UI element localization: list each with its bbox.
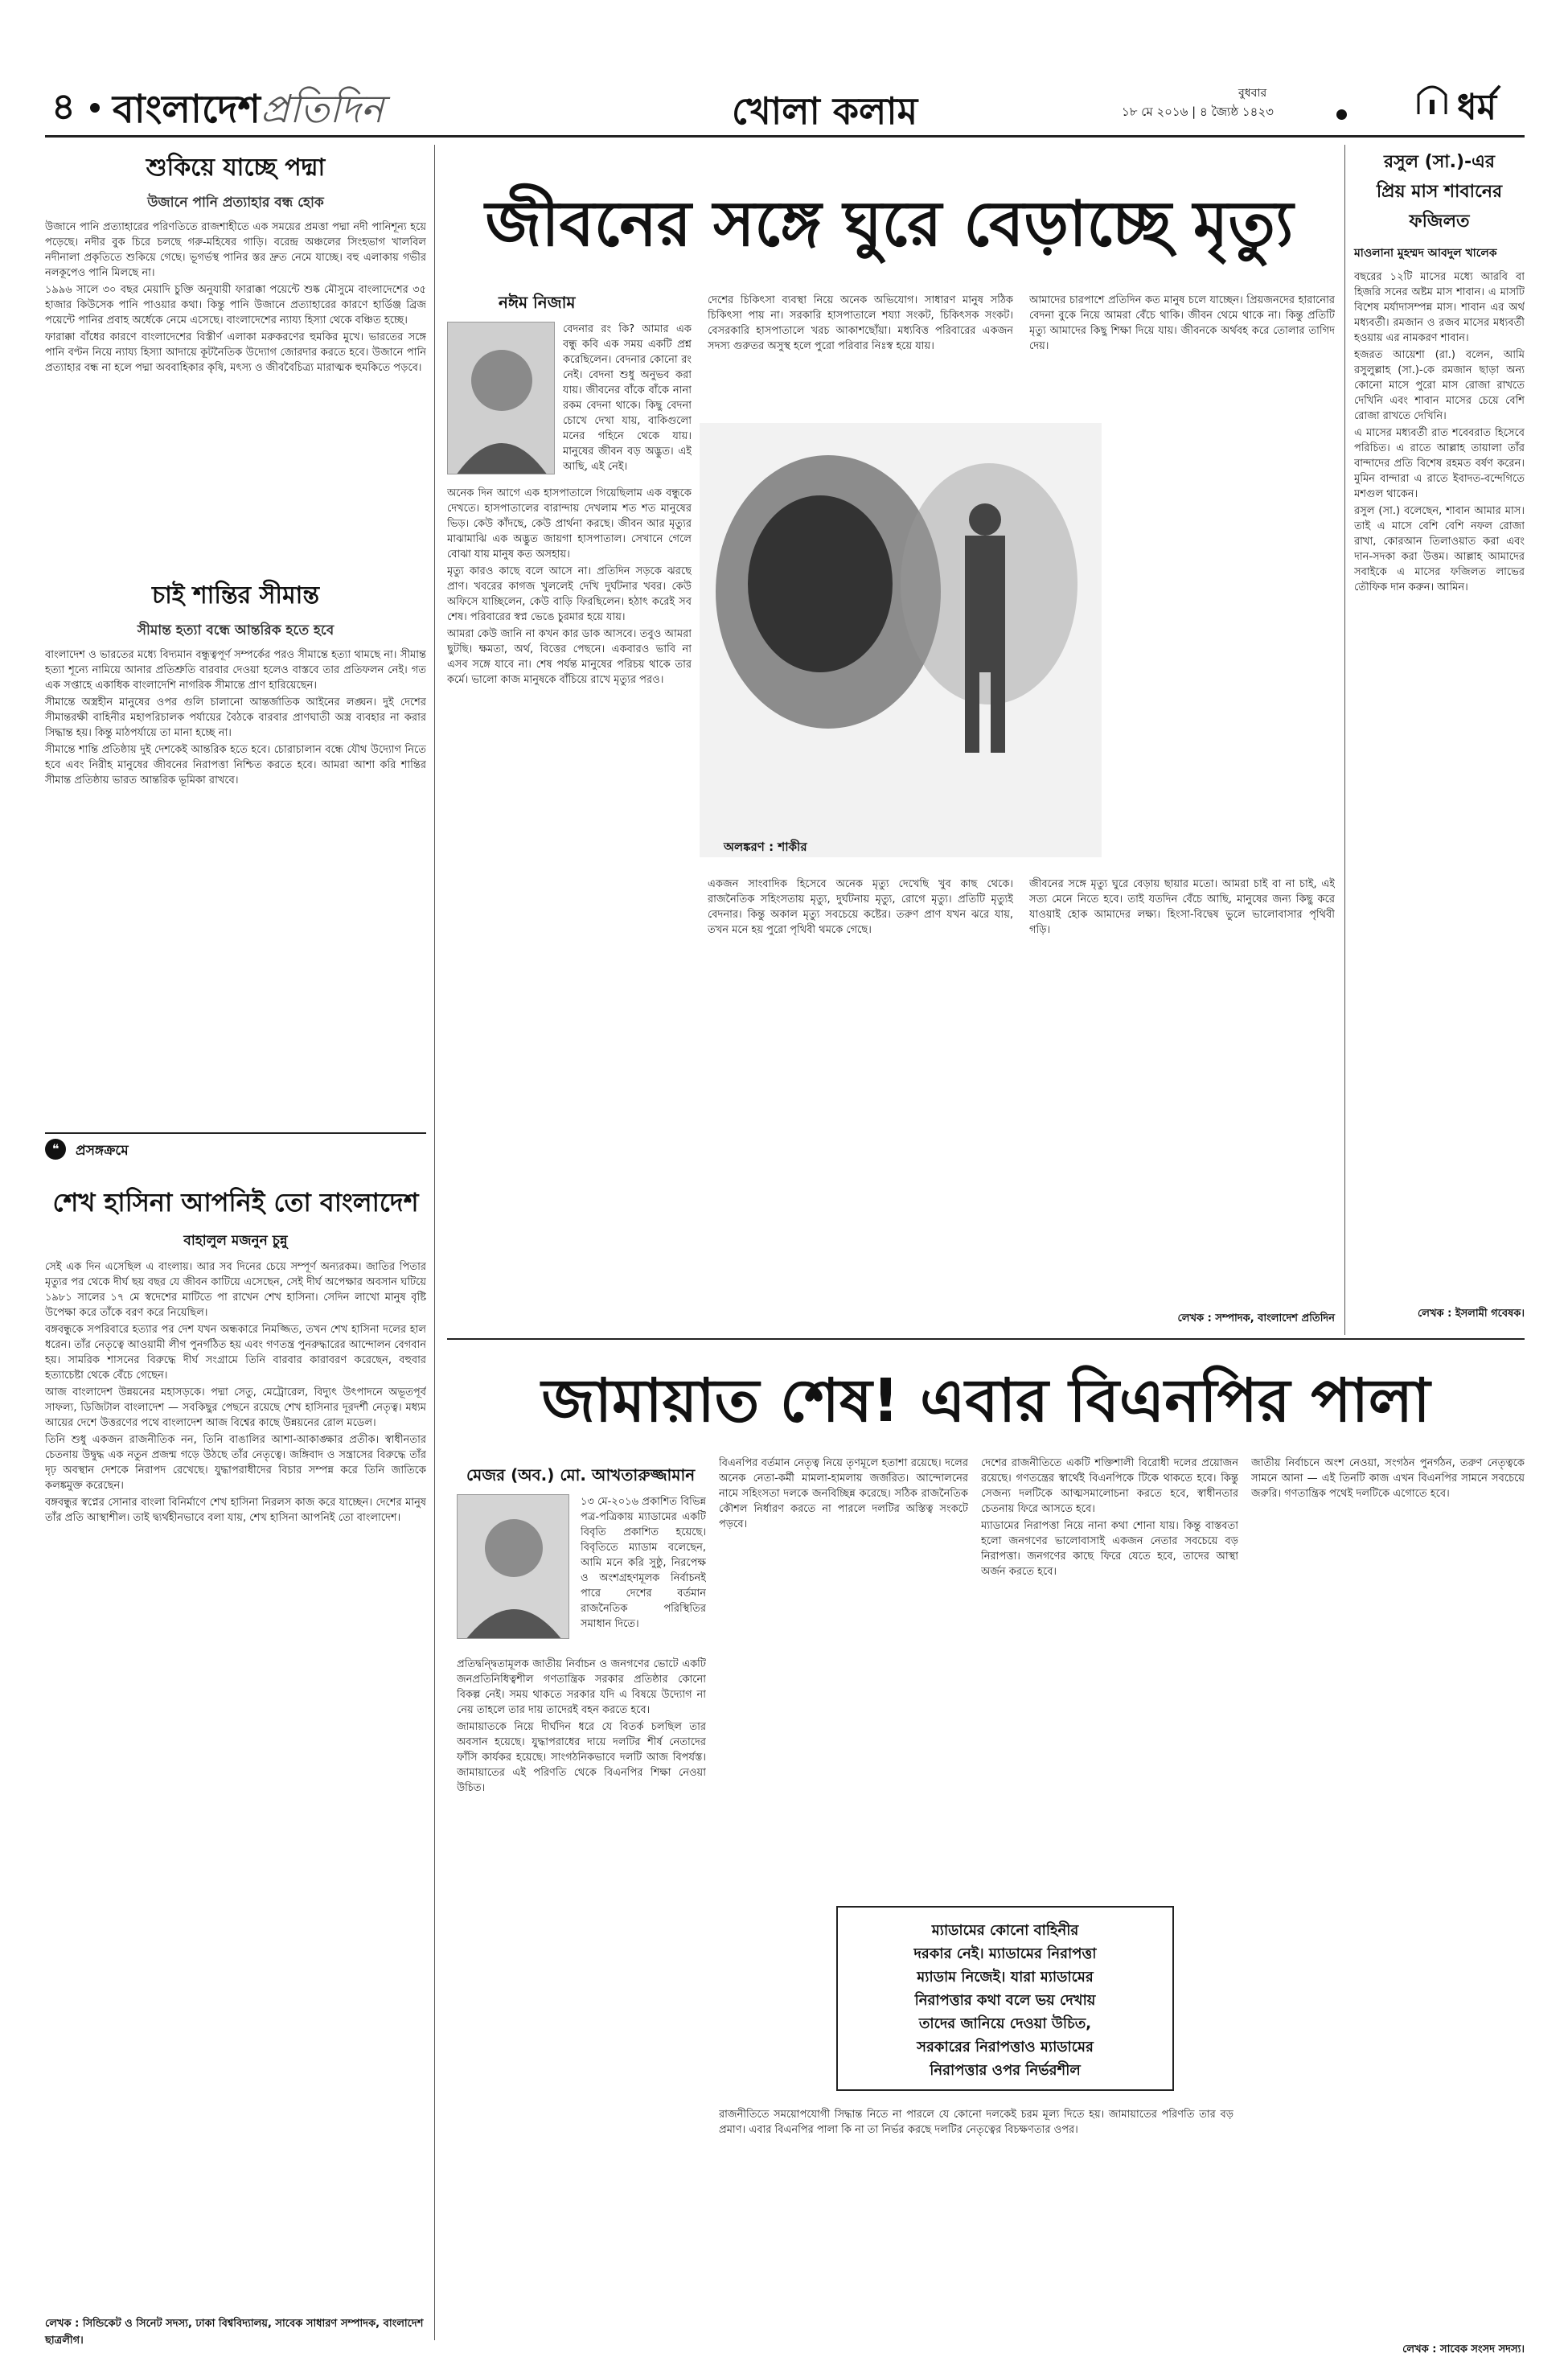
- jamaat-author: মেজর (অব.) মো. আখতারুজ্জামান: [466, 1465, 696, 1485]
- section-title: খোলা কলাম: [732, 89, 918, 133]
- quote-line: নিরাপত্তার ওপর নির্ভরশীল: [930, 2062, 1081, 2079]
- paragraph: তিনি শুধু একজন রাজনীতিক নন, তিনি বাঙালির আশা-আকাঙ্ক্ষার প্রতীক। স্বাধীনতার চেতনায় উদ্বুদ্ধ এক নতুন প্রজন্ম গড়ে উঠছে তাঁর নেতৃত্বে। জঙ্গিবাদ ও সন্ত্রাসের বিরুদ্ধে তাঁর দৃঢ় অবস্থান দেশকে নিরাপদ রেখেছে। যুদ্ধাপরাধীদের বিচার সম্পন্ন করে তিনি জাতিকে কলঙ্কমুক্ত করেছেন।: [45, 1434, 426, 1492]
- paragraph: অনেক দিন আগে এক হাসপাতালে গিয়েছিলাম এক বন্ধুকে দেখতে। হাসপাতালের বারান্দায় দেখলাম শত শত মানুষের ভিড়। কেউ কাঁদছে, কেউ প্রার্থনা করছে। জীবন আর মৃত্যুর মাঝামাঝি এক অদ্ভুত জায়গা হাসপাতাল। সেখানে গেলে বোঝা যায় মানুষ কত অসহায়।: [447, 487, 692, 561]
- lead-author: নঈম নিজাম: [499, 293, 576, 312]
- editorial-border: [45, 576, 426, 1123]
- paragraph: দেশের রাজনীতিতে একটি শক্তিশালী বিরোধী দলের প্রয়োজন রয়েছে। গণতন্ত্রের স্বার্থেই বিএনপিকে টিকে থাকতে হবে। কিন্তু সেজন্য দলটিকে আত্মসমালোচনা করতে হবে, স্বাধীনতার চেতনায় ফিরে আসতে হবে।: [981, 1457, 1238, 1515]
- quote-line: সরকারের নিরাপত্তাও ম্যাডামের: [917, 2039, 1094, 2056]
- page-number: ৪: [51, 84, 76, 128]
- author-photo: [447, 322, 555, 474]
- paragraph: জাতীয় নির্বাচনে অংশ নেওয়া, সংগঠন পুনর্গঠন, তরুণ নেতৃত্বকে সামনে আনা — এই তিনটি কাজ এখন বিএনপির সামনে সবচেয়ে জরুরি। গণতান্ত্রিক পথেই দলটিকে এগোতে হবে।: [1251, 1457, 1525, 1500]
- illustration-credit: অলঙ্করণ : শাকীর: [724, 840, 807, 854]
- lead-body-col5: [1029, 877, 1335, 1295]
- paragraph: জামায়াতকে নিয়ে দীর্ঘদিন ধরে যে বিতর্ক চলছিল তার অবসান হয়েছে। যুদ্ধাপরাধের দায়ে দলটির শীর্ষ নেতাদের ফাঁসি কার্যকর হয়েছে। সাংগঠনিকভাবে দলটি আজ বিপর্যস্ত। জামায়াতের এই পরিণতি থেকে বিএনপির শিক্ষা নেওয়া উচিত।: [457, 1721, 706, 1794]
- writer-note: লেখক : সিন্ডিকেট ও সিনেট সদস্য, ঢাকা বিশ্ববিদ্যালয়, সাবেক সাধারণ সম্পাদক, বাংলাদেশ ছাত্রলীগ।: [45, 2318, 424, 2347]
- paragraph: ১৯৯৬ সালে ৩০ বছর মেয়াদি চুক্তি অনুযায়ী ফারাক্কা পয়েন্টে শুষ্ক মৌসুমে বাংলাদেশের ৩৫ হাজার কিউসেক পানি পাওয়ার কথা। কিন্তু পানি উজানে প্রত্যাহারের কারণে হার্ডিঞ্জ ব্রিজ পয়েন্টে পানির প্রবাহ অর্ধেকে নেমে এসেছে। বাংলাদেশের ন্যায্য হিস্যা থেকে বঞ্চিত হচ্ছে।: [45, 284, 426, 327]
- paragraph: আমরা কেউ জানি না কখন কার ডাক আসবে। তবুও আমরা ছুটছি। ক্ষমতা, অর্থ, বিত্তের পেছনে। একবারও ভাবি না এসব সঙ্গে যাবে না। শেষ পর্যন্ত মানুষের পরিচয় থাকে তার কর্মে। ভালো কাজ মানুষকে বাঁচিয়ে রাখে মৃত্যুর পরও।: [447, 628, 692, 686]
- right-section-title: ধর্ম: [1457, 87, 1497, 128]
- paragraph: বেদনার রং কি? আমার এক বন্ধু কবি এক সময় একটি প্রশ্ন করেছিলেন। বেদনার কোনো রং নেই। বেদনা শুধু অনুভব করা যায়। জীবনের বাঁকে বাঁকে নানা রকম বেদনা থাকে। কিছু বেদনা চোখে দেখা যায়, বাকিগুলো মনের গহিনে থেকে যায়। মানুষের জীবন বড় অদ্ভুত। এই আছি, এই নেই।: [563, 323, 692, 473]
- section-rule: [447, 1338, 1525, 1340]
- article-title: চাই শান্তির সীমান্ত: [151, 581, 320, 610]
- paragraph: একজন সাংবাদিক হিসেবে অনেক মৃত্যু দেখেছি খুব কাছ থেকে। রাজনৈতিক সহিংসতায় মৃত্যু, দুর্ঘটনায় মৃত্যু, রোগে মৃত্যু। প্রতিটি মৃত্যুই বেদনার। কিন্তু অকাল মৃত্যু সবচেয়ে কষ্টের। তরুণ প্রাণ যখন ঝরে যায়, তখন মনে হয় পুরো পৃথিবী থমকে গেছে।: [708, 878, 1013, 936]
- paragraph: আজ বাংলাদেশ উন্নয়নের মহাসড়কে। পদ্মা সেতু, মেট্রোরেল, বিদ্যুৎ উৎপাদনে অভূতপূর্ব সাফল্য, ডিজিটাল বাংলাদেশ — সবকিছুর পেছনে রয়েছে শেখ হাসিনার দূরদর্শী নেতৃত্ব। মধ্যম আয়ের দেশে উত্তরণের পথে বাংলাদেশ আজ বিশ্বের কাছে উন্নয়নের রোল মডেল।: [45, 1386, 426, 1429]
- article-religion: [1354, 148, 1525, 1330]
- paragraph: বঙ্গবন্ধুর স্বপ্নের সোনার বাংলা বিনির্মাণে শেখ হাসিনা নিরলস কাজ করে যাচ্ছেন। দেশের মানুষ তাঁর প্রতি আস্থাশীল। তাই দ্ব্যর্থহীনভাবে বলা যায়, শেখ হাসিনা আপনিই তো বাংলাদেশ।: [45, 1497, 426, 1524]
- jamaat-body-col3: [981, 1456, 1238, 1890]
- editorial-padma: [45, 148, 426, 566]
- writer-note: লেখক : সম্পাদক, বাংলাদেশ প্রতিদিন: [1177, 1312, 1335, 1325]
- paragraph: এ মাসের মধ্যবর্তী রাত শবেবরাত হিসেবে পরিচিত। এ রাতে আল্লাহ তায়ালা তাঁর বান্দাদের প্রতি বিশেষ রহমত বর্ষণ করেন। মুমিন বান্দারা এ রাতে ইবাদত-বন্দেগিতে মশগুল থাকেন।: [1354, 427, 1525, 500]
- lead-title: জীবনের সঙ্গে ঘুরে বেড়াচ্ছে মৃত্যু: [485, 188, 1294, 261]
- paragraph: সীমান্তে অস্ত্রহীন মানুষের ওপর গুলি চালানো আন্তর্জাতিক আইনের লঙ্ঘন। দুই দেশের সীমান্তরক্ষী বাহিনীর মহাপরিচালক পর্যায়ের বৈঠকে বারবার প্রাণঘাতী অস্ত্র ব্যবহার না করার সিদ্ধান্ত হয়। কিন্তু মাঠপর্যায়ে তা মানা হচ্ছে না।: [45, 696, 426, 739]
- bullet-icon: [90, 103, 100, 113]
- paragraph: ১৩ মে-২০১৬ প্রকাশিত বিভিন্ন পত্র-পত্রিকায় ম্যাডামের একটি বিবৃতি প্রকাশিত হয়েছে। বিবৃতিতে ম্যাডাম বলেছেন, আমি মনে করি সুষ্ঠু, নিরপেক্ষ ও অংশগ্রহণমূলক নির্বাচনই পারে দেশের বর্তমান রাজনৈতিক পরিস্থিতির সমাধান দিতে।: [581, 1496, 706, 1630]
- paragraph: ফারাক্কা বাঁধের কারণে বাংলাদেশের বিস্তীর্ণ এলাকা মরুকরণের হুমকির মুখে। ভারতের সঙ্গে পানি বণ্টন নিয়ে ন্যায্য হিস্যা আদায়ে কূটনৈতিক উদ্যোগ জোরদার করতে হবে। উজানে পানি প্রত্যাহার বন্ধ না হলে পদ্মা অববাহিকার কৃষি, মৎস্য ও জীববৈচিত্র্য মারাত্মক হুমকিতে পড়বে।: [45, 331, 426, 374]
- jamaat-body-col2b: [719, 2107, 1233, 2348]
- masthead-rule: [45, 135, 1525, 138]
- paragraph: বাংলাদেশ ও ভারতের মধ্যে বিদ্যমান বন্ধুত্বপূর্ণ সম্পর্কের পরও সীমান্তে হত্যা থামছে না। সীমান্ত হত্যা শূন্যে নামিয়ে আনার প্রতিশ্রুতি বারবার দেওয়া হলেও বাস্তবে তার প্রতিফলন নেই। গত এক সপ্তাহে একাধিক বাংলাদেশি নাগরিক সীমান্তে প্রাণ হারিয়েছেন।: [45, 649, 426, 692]
- lead-body-col3: [1029, 293, 1335, 421]
- paragraph: উজানে পানি প্রত্যাহারের পরিণতিতে রাজশাহীতে এক সময়ের প্রমত্তা পদ্মা নদী পানিশূন্য হয়ে পড়েছে। নদীর বুক চিরে চলছে গরু-মহিষের গাড়ি। বরেন্দ্র অঞ্চলের সিংহভাগ খালবিল নদীনালা প্রকৃতিতে শুকিয়ে গেছে। ভূগর্ভস্থ পানির স্তর দ্রুত নেমে যাচ্ছে। বহু এলাকায় গভীর নলকূপেও পানি মিলছে না।: [45, 221, 426, 279]
- quote-icon: ❝: [45, 1139, 66, 1160]
- section-rule: [45, 1132, 426, 1134]
- portrait-icon: [458, 1495, 569, 1639]
- article-title-line2: প্রিয় মাস শাবানের: [1376, 182, 1503, 202]
- article-title-line3: ফজিলত: [1409, 212, 1470, 232]
- paragraph: প্রতিদ্বন্দ্বিতামূলক জাতীয় নির্বাচন ও জনগণের ভোটে একটি জনপ্রতিনিধিত্বশীল গণতান্ত্রিক সরকার প্রতিষ্ঠার কোনো বিকল্প নেই। সময় থাকতে সরকার যদি এ বিষয়ে উদ্যোগ না নেয় তাহলে তার দায় তাদেরই বহন করতে হবে।: [457, 1658, 706, 1716]
- paragraph: হজরত আয়েশা (রা.) বলেন, আমি রসুলুল্লাহ (সা.)-কে রমজান ছাড়া অন্য কোনো মাসে পুরো মাস রোজা রাখতে দেখিনি এবং শাবান মাসের চেয়ে বেশি রোজা রাখতে দেখিনি।: [1354, 349, 1525, 422]
- mosque-icon: [1415, 79, 1449, 117]
- issue-date: ১৮ মে ২০১৬ | ৪ জ্যৈষ্ঠ ১৪২৩: [1122, 105, 1274, 119]
- paper-name-main: বাংলাদেশ: [113, 87, 261, 132]
- paragraph: বছরের ১২টি মাসের মধ্যে আরবি বা হিজরি সনের অষ্টম মাস শাবান। এ মাসটি বিশেষ মর্যাদাসম্পন্ন মাস। শাবান এর অর্থ মধ্যবর্তী। রমজান ও রজব মাসের মধ্যবর্তী হওয়ায় এর নামকরণ শাবান।: [1354, 271, 1525, 344]
- paragraph: দেশের চিকিৎসা ব্যবস্থা নিয়ে অনেক অভিযোগ। সাধারণ মানুষ সঠিক চিকিৎসা পায় না। সরকারি হাসপাতালে শয্যা সংকট, চিকিৎসক সংকট। বেসরকারি হাসপাতালে খরচ আকাশছোঁয়া। মধ্যবিত্ত পরিবারের একজন সদস্য গুরুতর অসুস্থ হলে পুরো পরিবার নিঃস্ব হয়ে যায়।: [708, 294, 1013, 352]
- lead-body-col2: [708, 293, 1013, 421]
- author-photo: [457, 1494, 569, 1639]
- paragraph: সেই এক দিন এসেছিল এ বাংলায়। আর সব দিনের চেয়ে সম্পূর্ণ অন্যরকম। জাতির পিতার মৃত্যুর পর থেকে দীর্ঘ ছয় বছর যে জীবন কাটিয়ে এসেছেন, সেই দীর্ঘ অপেক্ষার অবসান ঘটিয়ে ১৯৮১ সালের ১৭ মে স্বদেশের মাটিতে পা রাখেন শেখ হাসিনা। সেদিন লাখো মানুষ বৃষ্টি উপেক্ষা করে তাঁকে বরণ করে নিয়েছিল।: [45, 1261, 426, 1319]
- article-subtitle: সীমান্ত হত্যা বন্ধে আন্তরিক হতে হবে: [137, 622, 335, 639]
- paragraph: সীমান্তে শান্তি প্রতিষ্ঠায় দুই দেশকেই আন্তরিক হতে হবে। চোরাচালান বন্ধে যৌথ উদ্যোগ নিতে হবে এবং নিরীহ মানুষের জীবনের নিরাপত্তা নিশ্চিত করতে হবে। আমরা আশা করি শান্তির সীমান্ত প্রতিষ্ঠায় ভারত আন্তরিক ভূমিকা রাখবে।: [45, 744, 426, 787]
- portrait-icon: [448, 322, 555, 474]
- weekday: বুধবার: [1238, 87, 1267, 100]
- lead-body-col4: [708, 877, 1013, 1311]
- article-subtitle: উজানে পানি প্রত্যাহার বন্ধ হোক: [147, 195, 324, 211]
- article-body: [1354, 269, 1525, 1291]
- paper-name-accent: প্রতিদিন: [260, 87, 384, 132]
- column-tag: [45, 1139, 426, 1163]
- article-author: বাহালুল মজনুন চুন্নু: [183, 1233, 288, 1249]
- paragraph: রসুল (সা.) বলেছেন, শাবান আমার মাস। তাই এ মাসে বেশি বেশি নফল রোজা রাখা, কোরআন তিলাওয়াত করা এবং দান-সদকা করা উত্তম। আল্লাহ আমাদের সবাইকে এ মাসের ফজিলত লাভের তৌফিক দান করুন। আমিন।: [1354, 505, 1525, 594]
- column-divider: [1344, 145, 1345, 1335]
- masthead: [0, 0, 1568, 133]
- article-prosongokrome: [45, 1182, 426, 2356]
- paragraph: বিএনপির বর্তমান নেতৃত্ব নিয়ে তৃণমূলে হতাশা রয়েছে। দলের অনেক নেতা-কর্মী মামলা-হামলায় জর্জরিত। আন্দোলনের নামে সহিংসতা দলকে জনবিচ্ছিন্ন করেছে। সঠিক রাজনৈতিক কৌশল নির্ধারণ করতে না পারলে দলটির অস্তিত্ব সংকটে পড়বে।: [719, 1457, 968, 1530]
- article-body: [45, 1259, 426, 2297]
- paragraph: বঙ্গবন্ধুকে সপরিবারে হত্যার পর দেশ যখন অন্ধকারে নিমজ্জিত, তখন শেখ হাসিনা দলের হাল ধরেন। তাঁর নেতৃত্বে আওয়ামী লীগ পুনর্গঠিত হয় এবং গণতন্ত্র পুনরুদ্ধারের আন্দোলন বেগবান হয়। সামরিক শাসনের বিরুদ্ধে দীর্ঘ সংগ্রামে তিনি বারবার কারাবরণ করেছেন, বহুবার হত্যাচেষ্টা থেকে বেঁচে গেছেন।: [45, 1324, 426, 1382]
- column-tag-label: প্রসঙ্গক্রমে: [76, 1143, 129, 1159]
- quote-line: দরকার নেই। ম্যাডামের নিরাপত্তা: [913, 1945, 1097, 1962]
- paragraph: জীবনের সঙ্গে মৃত্যু ঘুরে বেড়ায় ছায়ার মতো। আমরা চাই বা না চাই, এই সত্য মেনে নিতে হবে। তাই যতদিন বেঁচে আছি, মানুষের জন্য কিছু করে যাওয়াই হোক আমাদের লক্ষ্য। হিংসা-বিদ্বেষ ভুলে ভালোবাসার পৃথিবী গড়ি।: [1029, 878, 1335, 936]
- pull-quote: [836, 1906, 1174, 2091]
- quote-line: ম্যাডামের কোনো বাহিনীর: [931, 1922, 1079, 1939]
- jamaat-body-col2: [719, 1456, 968, 1890]
- lead-body-col1b: [447, 486, 692, 1326]
- paragraph: আমাদের চারপাশে প্রতিদিন কত মানুষ চলে যাচ্ছেন। প্রিয়জনদের হারানোর বেদনা বুকে নিয়ে আমরা বেঁচে থাকি। জীবন থেমে থাকে না। কিন্তু প্রতিটি মৃত্যু আমাদের কিছু শিক্ষা দিয়ে যায়। জীবনকে অর্থবহ করে তোলার তাগিদ দেয়।: [1029, 294, 1335, 352]
- paragraph: রাজনীতিতে সময়োপযোগী সিদ্ধান্ত নিতে না পারলে যে কোনো দলকেই চরম মূল্য দিতে হয়। জামায়াতের পরিণতি তার বড় প্রমাণ। এবার বিএনপির পালা কি না তা নির্ভর করছে দলটির নেতৃত্বের বিচক্ষণতার ওপর।: [719, 2109, 1233, 2136]
- article-title: শুকিয়ে যাচ্ছে পদ্মা: [146, 154, 326, 182]
- jamaat-title: জামায়াত শেষ! এবার বিএনপির পালা: [541, 1366, 1430, 1435]
- article-author: মাওলানা মুহম্মদ আবদুল খালেক: [1354, 247, 1497, 260]
- paragraph: মৃত্যু কারও কাছে বলে আসে না। প্রতিদিন সড়কে ঝরছে প্রাণ। খবরের কাগজ খুললেই দেখি দুর্ঘটনার খবর। কেউ অফিসে যাচ্ছিলেন, কেউ বাড়ি ফিরছিলেন। হঠাৎ করেই সব শেষ। পরিবারের স্বপ্ন ভেঙে চুরমার হয়ে যায়।: [447, 565, 692, 623]
- column-divider: [434, 145, 435, 2340]
- article-body: [45, 220, 426, 581]
- lead-illustration: [700, 423, 1102, 857]
- jamaat-body-col1b: [457, 1657, 706, 2348]
- quote-line: নিরাপত্তার কথা বলে ভয় দেখায়: [914, 1992, 1096, 2009]
- quote-line: ম্যাডাম নিজেই। যারা ম্যাডামের: [917, 1969, 1094, 1986]
- bullet-icon: [1336, 109, 1347, 120]
- writer-note: লেখক : সাবেক সংসদ সদস্য।: [1402, 2343, 1525, 2356]
- illustration-icon: [700, 423, 1102, 857]
- quote-line: তাদের জানিয়ে দেওয়া উচিত,: [918, 2015, 1092, 2032]
- article-body: [45, 647, 426, 1130]
- writer-note: লেখক : ইসলামী গবেষক।: [1417, 1308, 1525, 1320]
- article-title: রসুল (সা.)-এর: [1383, 152, 1496, 172]
- article-title: শেখ হাসিনা আপনিই তো বাংলাদেশ: [52, 1187, 419, 1218]
- paragraph: ম্যাডামের নিরাপত্তা নিয়ে নানা কথা শোনা যায়। কিন্তু বাস্তবতা হলো জনগণের ভালোবাসাই একজন নেতার সবচেয়ে বড় নিরাপত্তা। জনগণের কাছে ফিরে যেতে হবে, তাদের আস্থা অর্জন করতে হবে।: [981, 1520, 1238, 1578]
- jamaat-body-col1a: [581, 1494, 706, 1655]
- jamaat-body-col4: [1251, 1456, 1525, 2324]
